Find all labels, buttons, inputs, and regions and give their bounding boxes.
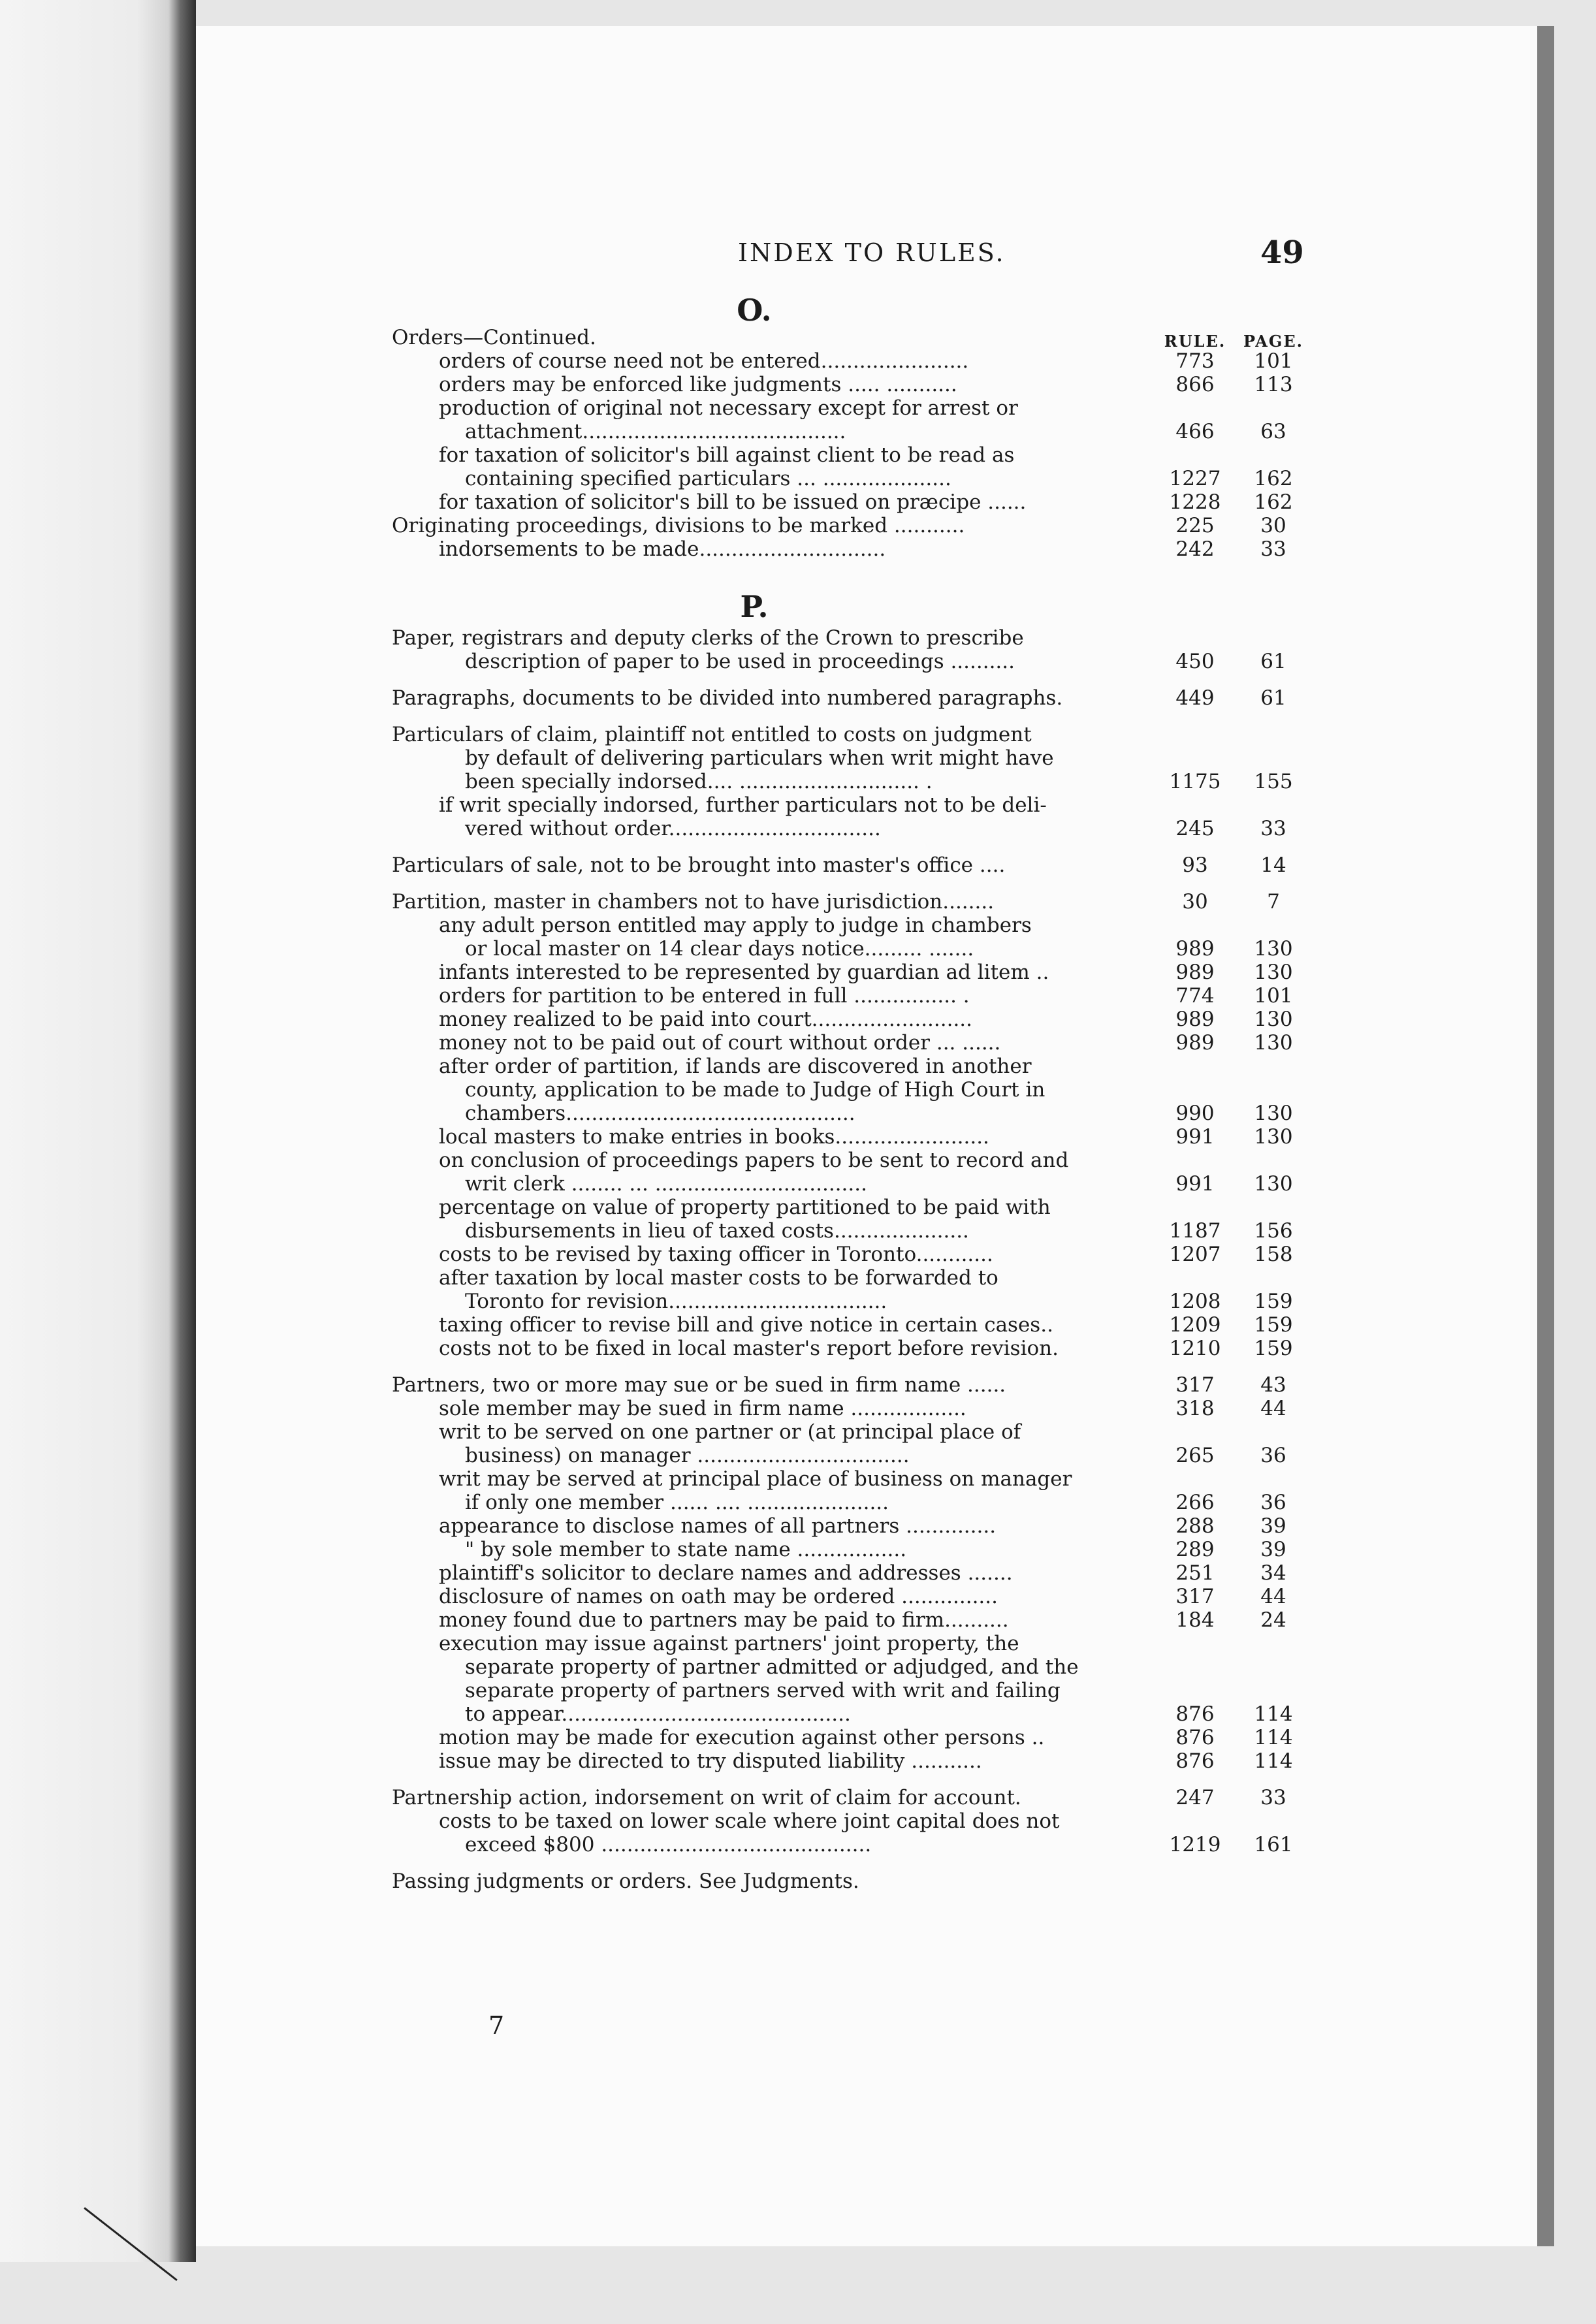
entry-text: if only one member ...... .... ......................: [465, 1491, 889, 1514]
rule-number: 1187: [1169, 1219, 1221, 1243]
entry-text: by default of delivering particulars when writ might have: [465, 746, 1054, 770]
page-reference: 61: [1260, 650, 1286, 673]
index-entry-line: [392, 1420, 1326, 1444]
index-entry-line: [392, 537, 1326, 561]
page-reference: 101: [1254, 984, 1293, 1008]
rule-number: 991: [1175, 1172, 1215, 1196]
page-reference: 130: [1254, 1031, 1293, 1055]
entry-text: if writ specially indorsed, further particulars not to be deli-: [439, 793, 1047, 817]
page-reference: 44: [1260, 1585, 1286, 1608]
rule-number: 251: [1175, 1561, 1215, 1585]
rule-number: 1228: [1169, 490, 1221, 514]
index-entry-line: [392, 1608, 1326, 1632]
rule-number: 989: [1175, 1008, 1215, 1031]
index-entry-line: [392, 1196, 1326, 1219]
index-entry-line: [392, 396, 1326, 420]
index-entry-line: [392, 1031, 1326, 1055]
signature-mark: 7: [488, 2011, 505, 2040]
index-entry-line: [392, 1313, 1326, 1337]
rule-number: 93: [1182, 853, 1208, 877]
entry-text: separate property of partners served with writ and failing: [465, 1679, 1061, 1702]
rule-number: 449: [1175, 686, 1215, 710]
index-entry-line: [392, 1514, 1326, 1538]
entry-text: after taxation by local master costs to be forwarded to: [439, 1266, 998, 1290]
entry-text: writ to be served on one partner or (at principal place of: [439, 1420, 1021, 1444]
rule-number: 184: [1175, 1608, 1215, 1632]
index-entry-line: [392, 1266, 1326, 1290]
entry-text: Originating proceedings, divisions to be marked ...........: [392, 514, 965, 537]
entry-text: issue may be directed to try disputed liability ...........: [439, 1749, 982, 1773]
index-body: [392, 291, 1326, 1893]
index-entry-line: [392, 1749, 1326, 1773]
index-entry-line: [392, 1444, 1326, 1467]
page-reference: 30: [1260, 514, 1286, 537]
index-entry-line: [392, 1055, 1326, 1078]
page-reference: 130: [1254, 937, 1293, 961]
entry-text: Orders—Continued.: [392, 326, 596, 349]
index-entry-line: [392, 1585, 1326, 1608]
entry-text: business) on manager .................................: [465, 1444, 910, 1467]
entry-text: Particulars of claim, plaintiff not entitled to costs on judgment: [392, 723, 1032, 746]
page-reference: 159: [1254, 1337, 1293, 1360]
index-entry-line: [392, 937, 1326, 961]
page-reference: 114: [1254, 1749, 1293, 1773]
entry-text: money found due to partners may be paid to firm..........: [439, 1608, 1009, 1632]
entry-text: county, application to be made to Judge of High Court in: [465, 1078, 1045, 1102]
index-entry-line: [392, 1373, 1326, 1397]
page-reference: 130: [1254, 1125, 1293, 1149]
entry-text: costs not to be fixed in local master's report before revision.: [439, 1337, 1059, 1360]
section-letter: O.: [737, 293, 772, 328]
index-entry-line: [392, 1655, 1326, 1679]
page-reference: 36: [1260, 1491, 1286, 1514]
index-entry-line: [392, 1870, 1326, 1893]
index-entry-line: [392, 420, 1326, 443]
page-reference: 24: [1260, 1608, 1286, 1632]
rule-number: 466: [1175, 420, 1215, 443]
page-reference: 7: [1267, 890, 1280, 914]
entry-text: " by sole member to state name .................: [465, 1538, 907, 1561]
entry-text: or local master on 14 clear days notice......... .......: [465, 937, 974, 961]
entry-text: money not to be paid out of court without order ... ......: [439, 1031, 1001, 1055]
rule-number: 1210: [1169, 1337, 1221, 1360]
entry-text: writ clerk ........ ... .................................: [465, 1172, 867, 1196]
entry-text: Partners, two or more may sue or be sued in firm name ......: [392, 1373, 1006, 1397]
entry-text: chambers.............................................: [465, 1102, 855, 1125]
rule-column-header: RULE.: [1164, 332, 1226, 351]
page-reference: 101: [1254, 349, 1293, 373]
entry-text: costs to be revised by taxing officer in Toronto............: [439, 1243, 993, 1266]
index-entry-line: [392, 1833, 1326, 1856]
index-entry-line: [392, 1538, 1326, 1561]
rule-number: 876: [1175, 1702, 1215, 1726]
index-entry-line: [392, 1679, 1326, 1702]
page-reference: 43: [1260, 1373, 1286, 1397]
page-reference: 130: [1254, 1008, 1293, 1031]
page-reference: 130: [1254, 1102, 1293, 1125]
page-reference: 130: [1254, 1172, 1293, 1196]
entry-text: orders of course need not be entered.......................: [439, 349, 969, 373]
index-entry-line: [392, 746, 1326, 770]
index-entry-line: [392, 914, 1326, 937]
rule-number: 773: [1175, 349, 1215, 373]
rule-number: 774: [1175, 984, 1215, 1008]
entry-text: sole member may be sued in firm name ..................: [439, 1397, 966, 1420]
entry-text: plaintiff's solicitor to declare names and addresses .......: [439, 1561, 1013, 1585]
rule-number: 991: [1175, 1125, 1215, 1149]
entry-text: Partnership action, indorsement on writ of claim for account.: [392, 1786, 1021, 1809]
page-reference: 14: [1260, 853, 1286, 877]
index-entry-line: [392, 853, 1326, 877]
rule-number: 1219: [1169, 1833, 1221, 1856]
page-reference: 61: [1260, 686, 1286, 710]
index-entry-line: [392, 770, 1326, 793]
rule-number: 317: [1175, 1585, 1215, 1608]
rule-number: 989: [1175, 1031, 1215, 1055]
entry-text: to appear.............................................: [465, 1702, 851, 1726]
entry-text: on conclusion of proceedings papers to be sent to record and: [439, 1149, 1069, 1172]
entry-text: separate property of partner admitted or adjudged, and the: [465, 1655, 1079, 1679]
entry-text: motion may be made for execution against other persons ..: [439, 1726, 1045, 1749]
index-entry-line: [392, 1172, 1326, 1196]
page-reference: 159: [1254, 1290, 1293, 1313]
rule-number: 1175: [1169, 770, 1221, 793]
index-entry-line: [392, 1243, 1326, 1266]
index-entry-line: [392, 326, 1326, 349]
rule-number: 1207: [1169, 1243, 1221, 1266]
rule-number: 866: [1175, 373, 1215, 396]
index-entry-line: [392, 1491, 1326, 1514]
index-entry-line: [392, 626, 1326, 650]
entry-text: Paper, registrars and deputy clerks of the Crown to prescribe: [392, 626, 1024, 650]
index-entry-line: [392, 1809, 1326, 1833]
entry-text: orders may be enforced like judgments ..... ...........: [439, 373, 957, 396]
page-reference: 34: [1260, 1561, 1286, 1585]
entry-text: Toronto for revision..................................: [465, 1290, 887, 1313]
page-reference: 130: [1254, 961, 1293, 984]
index-entry-line: [392, 1102, 1326, 1125]
rule-number: 289: [1175, 1538, 1215, 1561]
index-entry-line: [392, 984, 1326, 1008]
page-reference: 33: [1260, 1786, 1286, 1809]
index-entry-line: [392, 467, 1326, 490]
page-reference: 113: [1254, 373, 1293, 396]
section-letter: P.: [740, 589, 769, 624]
rule-number: 989: [1175, 961, 1215, 984]
rule-number: 266: [1175, 1491, 1215, 1514]
entry-text: execution may issue against partners' joint property, the: [439, 1632, 1019, 1655]
entry-text: local masters to make entries in books........................: [439, 1125, 989, 1149]
entry-text: Passing judgments or orders. See Judgments.: [392, 1870, 859, 1893]
entry-text: percentage on value of property partitioned to be paid with: [439, 1196, 1051, 1219]
rule-number: 876: [1175, 1749, 1215, 1773]
entry-text: any adult person entitled may apply to judge in chambers: [439, 914, 1032, 937]
page-column-header: PAGE.: [1243, 332, 1304, 351]
entry-text: containing specified particulars ... ....................: [465, 467, 951, 490]
page-reference: 161: [1254, 1833, 1293, 1856]
entry-text: disclosure of names on oath may be ordered ...............: [439, 1585, 998, 1608]
index-entry-line: [392, 1008, 1326, 1031]
index-entry-line: [392, 890, 1326, 914]
index-entry-line: [392, 514, 1326, 537]
entry-text: production of original not necessary except for arrest or: [439, 396, 1018, 420]
index-entry-line: [392, 373, 1326, 396]
entry-text: exceed $800 ..........................................: [465, 1833, 872, 1856]
rule-number: 265: [1175, 1444, 1215, 1467]
index-entry-line: [392, 1397, 1326, 1420]
index-entry-line: [392, 686, 1326, 710]
entry-text: vered without order.................................: [465, 817, 881, 840]
index-entry-line: [392, 1632, 1326, 1655]
index-entry-line: [392, 793, 1326, 817]
running-title: INDEX TO RULES.: [738, 238, 1006, 267]
rule-number: 317: [1175, 1373, 1215, 1397]
index-entry-line: [392, 1726, 1326, 1749]
index-entry-line: [392, 723, 1326, 746]
entry-text: money realized to be paid into court.........................: [439, 1008, 973, 1031]
entry-text: been specially indorsed.... ............................ .: [465, 770, 933, 793]
index-entry-line: [392, 1561, 1326, 1585]
rule-number: 876: [1175, 1726, 1215, 1749]
index-entry-line: [392, 1337, 1326, 1360]
entry-text: disbursements in lieu of taxed costs.....................: [465, 1219, 969, 1243]
rule-number: 318: [1175, 1397, 1215, 1420]
page-reference: 33: [1260, 817, 1286, 840]
index-entry-line: [392, 1219, 1326, 1243]
rule-number: 450: [1175, 650, 1215, 673]
book-gutter: [0, 0, 196, 2262]
page-reference: 114: [1254, 1702, 1293, 1726]
entry-text: taxing officer to revise bill and give notice in certain cases..: [439, 1313, 1053, 1337]
page-reference: 114: [1254, 1726, 1293, 1749]
entry-text: indorsements to be made.............................: [439, 537, 886, 561]
index-entry-line: [392, 1078, 1326, 1102]
entry-text: Paragraphs, documents to be divided into numbered paragraphs.: [392, 686, 1063, 710]
rule-number: 247: [1175, 1786, 1215, 1809]
rule-number: 1209: [1169, 1313, 1221, 1337]
rule-number: 245: [1175, 817, 1215, 840]
page-reference: 159: [1254, 1313, 1293, 1337]
page-reference: 63: [1260, 420, 1286, 443]
page-reference: 162: [1254, 467, 1293, 490]
entry-text: costs to be taxed on lower scale where joint capital does not: [439, 1809, 1060, 1833]
index-entry-line: [392, 817, 1326, 840]
entry-text: for taxation of solicitor's bill to be issued on præcipe ......: [439, 490, 1027, 514]
entry-text: appearance to disclose names of all partners ..............: [439, 1514, 997, 1538]
page-reference: 33: [1260, 537, 1286, 561]
index-entry-line: [392, 1290, 1326, 1313]
page-header: [0, 234, 1596, 278]
page-reference: 156: [1254, 1219, 1293, 1243]
page-reference: 39: [1260, 1514, 1286, 1538]
index-entry-line: [392, 490, 1326, 514]
entry-text: writ may be served at principal place of business on manager: [439, 1467, 1072, 1491]
rule-number: 1227: [1169, 467, 1221, 490]
rule-number: 1208: [1169, 1290, 1221, 1313]
page-reference: 36: [1260, 1444, 1286, 1467]
index-entry-line: [392, 1786, 1326, 1809]
index-entry-line: [392, 650, 1326, 673]
entry-text: Partition, master in chambers not to have jurisdiction........: [392, 890, 995, 914]
entry-text: infants interested to be represented by guardian ad litem ..: [439, 961, 1049, 984]
index-entry-line: [392, 1467, 1326, 1491]
rule-number: 225: [1175, 514, 1215, 537]
page-reference: 44: [1260, 1397, 1286, 1420]
entry-text: description of paper to be used in proceedings ..........: [465, 650, 1015, 673]
index-entry-line: [392, 1125, 1326, 1149]
rule-number: 242: [1175, 537, 1215, 561]
rule-number: 990: [1175, 1102, 1215, 1125]
page-reference: 158: [1254, 1243, 1293, 1266]
rule-number: 30: [1182, 890, 1208, 914]
entry-text: attachment.........................................: [465, 420, 846, 443]
page-reference: 39: [1260, 1538, 1286, 1561]
rule-number: 288: [1175, 1514, 1215, 1538]
entry-text: for taxation of solicitor's bill against client to be read as: [439, 443, 1015, 467]
index-entry-line: [392, 1702, 1326, 1726]
page-reference: 162: [1254, 490, 1293, 514]
index-entry-line: [392, 349, 1326, 373]
page-number: 49: [1260, 234, 1304, 271]
index-entry-line: [392, 961, 1326, 984]
index-entry-line: [392, 443, 1326, 467]
entry-text: orders for partition to be entered in full ................ .: [439, 984, 970, 1008]
rule-number: 989: [1175, 937, 1215, 961]
entry-text: Particulars of sale, not to be brought into master's office ....: [392, 853, 1006, 877]
index-entry-line: [392, 1149, 1326, 1172]
page-reference: 155: [1254, 770, 1293, 793]
entry-text: after order of partition, if lands are discovered in another: [439, 1055, 1032, 1078]
